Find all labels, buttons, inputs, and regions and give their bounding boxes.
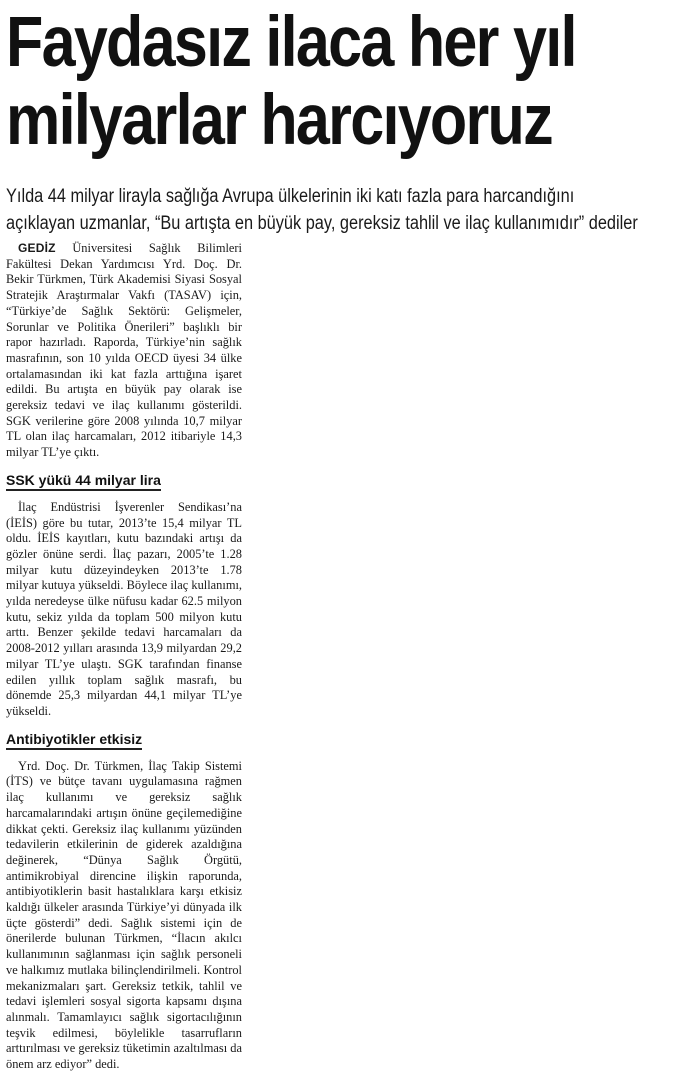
article-body [6, 241, 242, 1073]
subhead-2-wrap [6, 724, 242, 756]
dateline: GEDİZ [18, 241, 56, 255]
paragraph-1-text: Üniversitesi Sağlık Bilimleri Fakültesi Dekan Yardımcısı Yrd. Doç. Dr. Bekir Türkmen, Türk Akademisi Siyasi Sosyal Stratejik Araştırmalar Vakfı (TASAV) için, “Türkiye’de Sağlık Sektörü: Gelişmeler, Sorunlar ve Politika Önerileri” başlıklı bir rapor hazırladı. Raporda, Türkiye’nin sağlık masrafının, son 10 yılda OECD üyesi 34 ülke ortalamasından iki kat fazla arttığına işaret edildi. Bu artışta en büyük pay olarak ise gereksiz tedavi ve ilaç kullanımı gösterildi. SGK verilerine göre 2008 yılında 10,7 milyar TL olan ilaç harcamaları, 2012 itibariyle 14,3 milyar TL’ye çıktı. [6, 241, 242, 460]
subhead-1: SSK yükü 44 milyar lira [6, 471, 161, 491]
paragraph-3: Yrd. Doç. Dr. Türkmen, İlaç Takip Sistemi (İTS) ve bütçe tavanı uygulamasına rağmen ilaç kullanımı ve gereksiz sağlık harcamalarındaki artışın önüne geçilemediğine dikkat çekti. Gereksiz ilaç kullanımı yüzünden tedavilerin etkilerinin de giderek azaldığına değinerek, “Dünya Sağlık Örgütü, antimikrobiyal direncine ilişkin raporunda, antibiyotiklerin basit hastalıklara karşı etkisiz kaldığı ülkeler arasında Türkiye’yi dünyada ilk üçte gösterdi” dedi. Sağlık sistemi için de önerilerde bulunan Türkmen, “İlacın akılcı kullanımının sağlanması için sağlık personeli ve halkımız mutlaka bilinçlendirilmeli. Kontrol mekanizmaları şart. Gereksiz tetkik, tahlil ve tedavi işlemleri sosyal sigorta kapsamı dışına alınmalı. Tamamlayıcı sağlık sigortacılığının teşvik edilmesi, böylelikle tasarrufların arttırılması ve gereksiz tüketimin azaltılması da önem arz ediyor” dedi. [6, 758, 242, 1072]
subhead-1-wrap [6, 465, 242, 497]
headline [6, 4, 599, 160]
subhead-2: Antibiyotikler etkisiz [6, 730, 142, 750]
headline-line-2: milyarlar harcıyoruz [6, 81, 552, 160]
deck [6, 183, 694, 237]
paragraph-2: İlaç Endüstrisi İşverenler Sendikası’na (İEİS) göre bu tutar, 2013’te 15,4 milyar TL oldu. İEİS kayıtları, kutu bazındaki artışı da gözler önüne serdi. İlaç pazarı, 2005’te 1.28 milyar kutu düzeyindeyken 2013’te 1.78 milyar kutuya yükseldi. Böylece ilaç kullanımı, yılda neredeyse ülke nüfusu kadar 62.5 milyon kutu, sekiz yılda da toplam 500 milyon kutu arttı. Benzer şekilde tedavi harcamaları da 2008-2012 yılları arasında 13,9 milyardan 29,2 milyar TL’ye ulaştı. SGK tarafından finanse edilen yıllık toplam sağlık masrafı, bu dönemde 25,3 milyardan 44,1 milyar TL’ye yükseldi. [6, 499, 242, 718]
paragraph-1 [6, 241, 242, 461]
headline-line-1: Faydasız ilaca her yıl [6, 3, 576, 82]
deck-line-1: Yılda 44 milyar lirayla sağlığa Avrupa ülkelerinin iki katı fazla para harcandığını [6, 186, 575, 207]
deck-line-2: açıklayan uzmanlar, “Bu artışta en büyük pay, gereksiz tahlil ve ilaç kullanımıdır” dediler [6, 213, 638, 234]
